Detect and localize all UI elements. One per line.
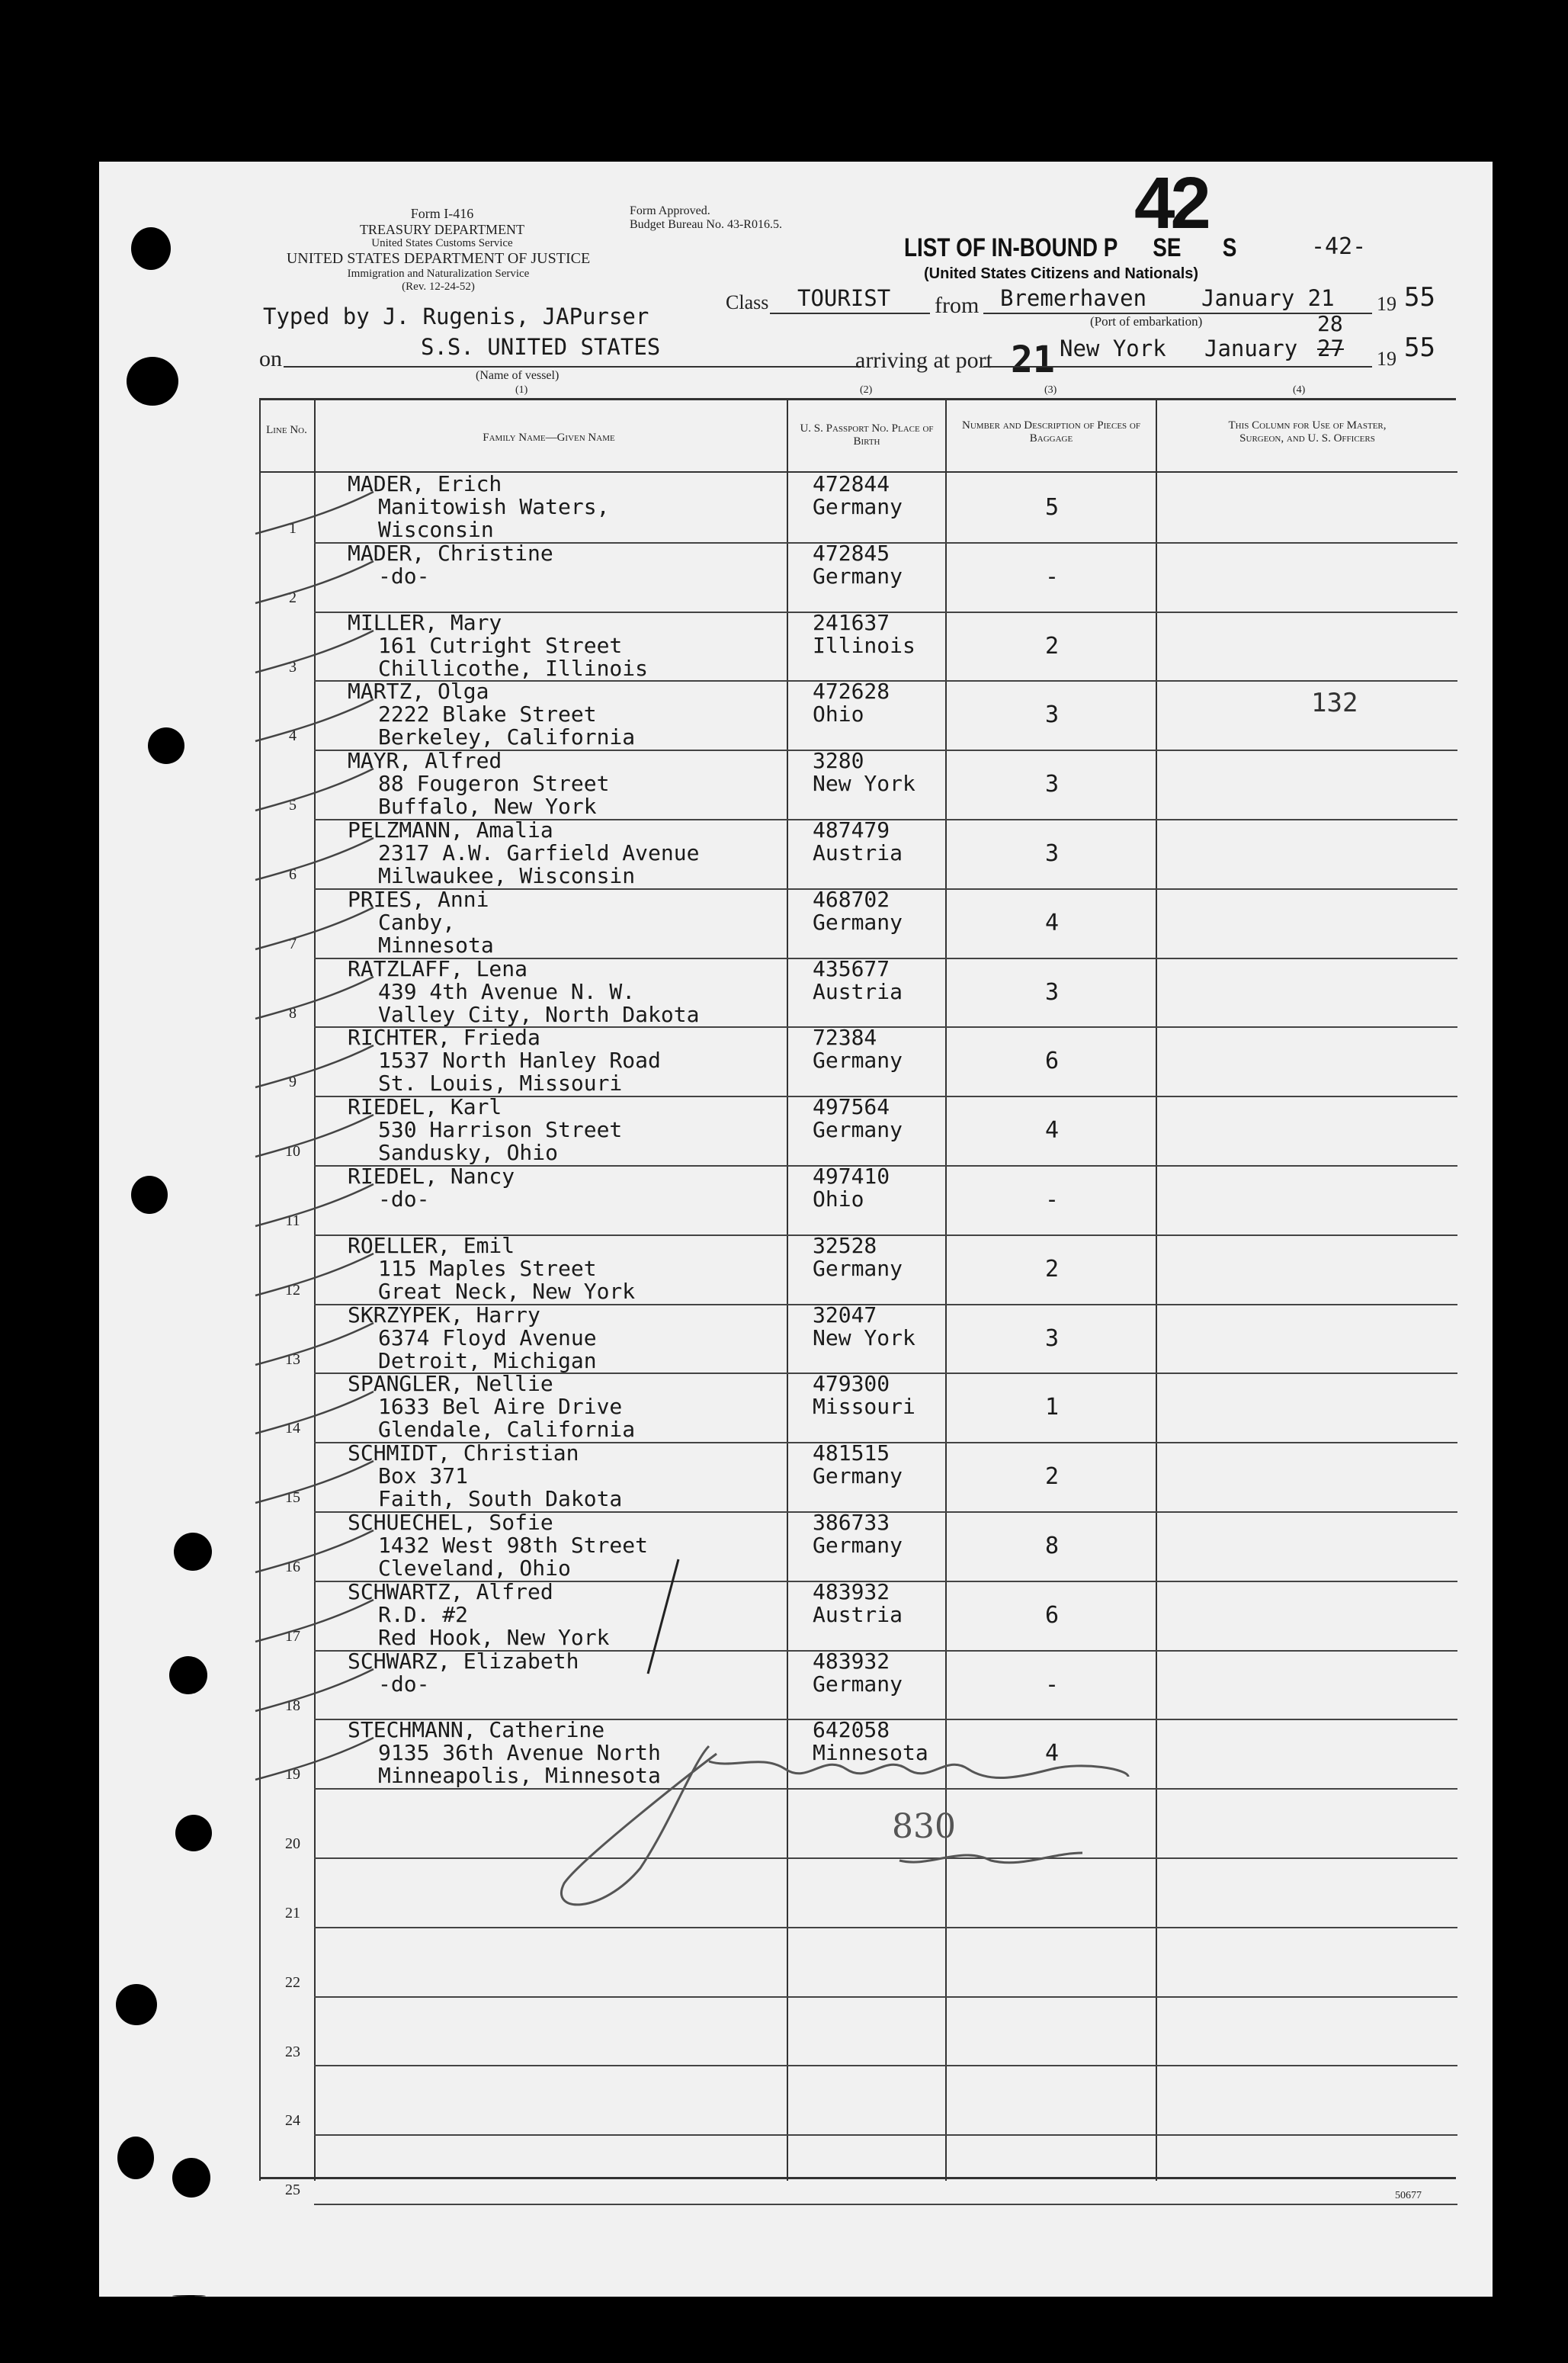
check-mark bbox=[252, 695, 381, 749]
passenger-address-line1: -do- bbox=[378, 1671, 430, 1697]
place-of-birth: Ohio bbox=[813, 1186, 864, 1212]
passenger-address-line2: Faith, South Dakota bbox=[378, 1486, 623, 1512]
column-divider bbox=[1156, 400, 1157, 2181]
check-mark bbox=[252, 627, 381, 680]
class-label: Class bbox=[726, 291, 769, 313]
passenger-address-line1: 439 4th Avenue N. W. bbox=[378, 978, 636, 1004]
place-of-birth: Germany bbox=[813, 1671, 903, 1697]
customs-service: United States Customs Service bbox=[371, 237, 513, 250]
passenger-name: SCHUECHEL, Sofie bbox=[348, 1510, 553, 1535]
baggage-count: 3 bbox=[1044, 978, 1060, 1006]
passport-number: 32047 bbox=[813, 1302, 877, 1328]
document-title: LIST OF IN-BOUND P SE S bbox=[904, 233, 1237, 262]
arrival-port: New York bbox=[1060, 336, 1166, 361]
line-number: 14 bbox=[285, 1420, 300, 1437]
place-of-birth: Germany bbox=[813, 909, 903, 935]
line-number: 6 bbox=[289, 866, 297, 883]
check-mark bbox=[252, 1665, 381, 1719]
baggage-count: 2 bbox=[1044, 632, 1060, 660]
row-rule bbox=[314, 2134, 1457, 2136]
departure-date: January 21 bbox=[1201, 285, 1335, 311]
port-of-embarkation: Bremerhaven bbox=[1000, 285, 1147, 311]
form-approved bbox=[630, 204, 805, 233]
place-of-birth: Minnesota bbox=[813, 1740, 928, 1766]
check-mark bbox=[252, 1250, 381, 1303]
line-number: 21 bbox=[285, 1905, 300, 1922]
punch-hole bbox=[172, 2295, 206, 2297]
year-prefix: 19 bbox=[1377, 293, 1396, 315]
place-of-birth: Germany bbox=[813, 1255, 903, 1281]
line-number: 4 bbox=[289, 727, 297, 745]
passenger-name: RIEDEL, Nancy bbox=[348, 1164, 515, 1189]
check-mark bbox=[252, 1596, 381, 1649]
line-number: 15 bbox=[285, 1489, 300, 1507]
line-number: 5 bbox=[289, 797, 297, 814]
line-number: 13 bbox=[285, 1350, 300, 1368]
line-number: 7 bbox=[289, 935, 297, 952]
line-number: 24 bbox=[285, 2112, 300, 2130]
passenger-address-line1: 6374 Floyd Avenue bbox=[378, 1324, 597, 1350]
passenger-address-line2: Detroit, Michigan bbox=[378, 1347, 597, 1373]
passenger-address-line1: 88 Fougeron Street bbox=[378, 771, 610, 797]
row-rule bbox=[314, 2065, 1457, 2066]
passenger-address-line2: Minneapolis, Minnesota bbox=[378, 1763, 661, 1789]
typed-by: Typed by J. Rugenis, JAPurser bbox=[263, 303, 649, 329]
baggage-count: 2 bbox=[1044, 1463, 1060, 1491]
column-4-caption: (4) bbox=[1293, 384, 1306, 396]
vessel-name: S.S. UNITED STATES bbox=[421, 334, 661, 360]
passenger-name: RATZLAFF, Lena bbox=[348, 955, 528, 981]
arrival-underline bbox=[983, 366, 1372, 368]
budget-bureau-text: Budget Bureau No. 43-R016.5. bbox=[630, 218, 782, 232]
form-number bbox=[328, 206, 556, 251]
department-of-justice: UNITED STATES DEPARTMENT OF JUSTICE bbox=[286, 250, 591, 267]
subtitle: (United States Citizens and Nationals) bbox=[924, 265, 1199, 282]
arrival-year: 55 bbox=[1404, 332, 1435, 363]
line-number: 19 bbox=[285, 1766, 300, 1783]
passenger-address-line2: Milwaukee, Wisconsin bbox=[378, 863, 636, 888]
check-mark bbox=[252, 1457, 381, 1511]
passport-number: 497410 bbox=[813, 1164, 890, 1189]
line-number: 20 bbox=[285, 1835, 300, 1853]
punch-hole bbox=[172, 2158, 210, 2198]
revision-date: (Rev. 12-24-52) bbox=[402, 281, 475, 294]
baggage-count: 2 bbox=[1044, 1255, 1060, 1283]
line-number: 25 bbox=[285, 2182, 300, 2199]
passenger-address-line1: 2317 A.W. Garfield Avenue bbox=[378, 840, 700, 865]
passenger-address-line1: Canby, bbox=[378, 909, 456, 935]
passport-number: 472628 bbox=[813, 679, 890, 705]
large-page-number: 42 bbox=[1134, 162, 1207, 244]
line-number: 23 bbox=[285, 2043, 300, 2060]
baggage-count: 3 bbox=[1044, 840, 1060, 867]
check-mark bbox=[252, 1527, 381, 1580]
passenger-address-line2: Chillicothe, Illinois bbox=[378, 655, 649, 681]
place-of-birth: Austria bbox=[813, 978, 903, 1004]
passenger-address-line1: 161 Cutright Street bbox=[378, 632, 623, 658]
passport-number: 386733 bbox=[813, 1510, 890, 1535]
baggage-count: - bbox=[1044, 1186, 1060, 1213]
check-mark bbox=[252, 488, 381, 541]
form-id: Form I-416 bbox=[410, 206, 474, 221]
line-number: 8 bbox=[289, 1004, 297, 1022]
passenger-name: RIEDEL, Karl bbox=[348, 1094, 502, 1120]
page-mark: -42- bbox=[1311, 233, 1367, 260]
passenger-name: RICHTER, Frieda bbox=[348, 1025, 540, 1051]
passenger-name: MILLER, Mary bbox=[348, 609, 502, 635]
passenger-address-line1: 530 Harrison Street bbox=[378, 1117, 623, 1143]
passenger-address-line1: 1633 Bel Aire Drive bbox=[378, 1394, 623, 1420]
footer-code: 50677 bbox=[1395, 2190, 1422, 2201]
place-of-birth: Germany bbox=[813, 1533, 903, 1558]
passenger-address-line2: Buffalo, New York bbox=[378, 794, 597, 820]
passenger-name: ROELLER, Emil bbox=[348, 1232, 515, 1258]
check-mark bbox=[252, 834, 381, 888]
immigration-service: Immigration and Naturalization Service bbox=[347, 268, 530, 280]
passport-number: 472844 bbox=[813, 471, 890, 496]
passport-number: 435677 bbox=[813, 955, 890, 981]
column-1-caption: (1) bbox=[515, 384, 528, 396]
passport-number: 483932 bbox=[813, 1648, 890, 1674]
passport-number: 468702 bbox=[813, 886, 890, 912]
passenger-name: MAYR, Alfred bbox=[348, 748, 502, 774]
passenger-address-line1: 115 Maples Street bbox=[378, 1255, 597, 1281]
port-caption: (Port of embarkation) bbox=[1090, 314, 1203, 329]
baggage-count: 4 bbox=[1044, 1740, 1060, 1767]
line-number: 10 bbox=[285, 1143, 300, 1161]
arrival-port-mark: 21 bbox=[1011, 339, 1055, 381]
passenger-address-line1: 1537 North Hanley Road bbox=[378, 1048, 661, 1074]
passenger-address-line2: Wisconsin bbox=[378, 517, 494, 542]
line-number: 11 bbox=[285, 1212, 300, 1229]
column-2-caption: (2) bbox=[860, 384, 873, 396]
passenger-name: MADER, Erich bbox=[348, 471, 502, 496]
passenger-address-line2: Minnesota bbox=[378, 932, 494, 958]
class-underline bbox=[770, 313, 930, 314]
passenger-name: SCHWARZ, Elizabeth bbox=[348, 1648, 579, 1674]
line-number: 22 bbox=[285, 1973, 300, 1991]
baggage-count: 4 bbox=[1044, 1117, 1060, 1145]
arrival-year-prefix: 19 bbox=[1377, 348, 1396, 370]
check-mark bbox=[252, 1180, 381, 1234]
passport-number: 483932 bbox=[813, 1578, 890, 1604]
header-name: Family Name—Given Name bbox=[483, 432, 615, 444]
approved-text: Form Approved. bbox=[630, 204, 710, 217]
passport-number: 241637 bbox=[813, 609, 890, 635]
punch-hole bbox=[148, 727, 184, 764]
passenger-address-line2: Sandusky, Ohio bbox=[378, 1140, 559, 1166]
passenger-address-line2: Red Hook, New York bbox=[378, 1624, 610, 1650]
line-number: 2 bbox=[289, 589, 297, 606]
place-of-birth: Germany bbox=[813, 1463, 903, 1489]
column-3-caption: (3) bbox=[1044, 384, 1057, 396]
row-rule bbox=[314, 2204, 1457, 2205]
svg-text:830: 830 bbox=[892, 1807, 956, 1846]
line-number: 1 bbox=[289, 520, 297, 537]
passenger-address-line2: St. Louis, Missouri bbox=[378, 1071, 623, 1096]
header-baggage: Number and Description of Pieces of Baggage bbox=[962, 419, 1140, 445]
arriving-label: arriving at port bbox=[855, 348, 992, 373]
passenger-address-line1: Box 371 bbox=[378, 1463, 469, 1489]
passenger-name: SKRZYPEK, Harry bbox=[348, 1302, 540, 1328]
place-of-birth: Germany bbox=[813, 563, 903, 589]
line-number: 3 bbox=[289, 658, 297, 676]
baggage-count: 6 bbox=[1044, 1601, 1060, 1629]
check-mark bbox=[252, 1042, 381, 1095]
place-of-birth: New York bbox=[813, 771, 915, 797]
passport-number: 32528 bbox=[813, 1232, 877, 1258]
baggage-count: 8 bbox=[1044, 1533, 1060, 1559]
check-mark bbox=[252, 904, 381, 957]
passenger-address-line1: 1432 West 98th Street bbox=[378, 1533, 649, 1558]
handwritten-stroke bbox=[640, 1556, 686, 1678]
place-of-birth: Ohio bbox=[813, 702, 864, 727]
place-of-birth: Austria bbox=[813, 1601, 903, 1627]
line-number: 12 bbox=[285, 1281, 300, 1299]
passport-number: 472845 bbox=[813, 540, 890, 566]
passenger-name: MADER, Christine bbox=[348, 540, 553, 566]
passport-number: 3280 bbox=[813, 748, 864, 774]
passenger-address-line1: Manitowish Waters, bbox=[378, 494, 610, 519]
check-mark bbox=[252, 973, 381, 1026]
place-of-birth: Germany bbox=[813, 494, 903, 519]
punch-hole bbox=[174, 1533, 212, 1571]
line-number: 17 bbox=[285, 1627, 300, 1645]
department-block bbox=[252, 250, 625, 294]
baggage-count: 3 bbox=[1044, 771, 1060, 798]
baggage-count: 6 bbox=[1044, 1048, 1060, 1075]
departure-year: 55 bbox=[1404, 282, 1435, 313]
passenger-name: STECHMANN, Catherine bbox=[348, 1717, 605, 1743]
punch-hole bbox=[117, 2137, 154, 2179]
treasury-department: TREASURY DEPARTMENT bbox=[359, 221, 525, 237]
punch-hole bbox=[127, 357, 178, 406]
place-of-birth: Germany bbox=[813, 1117, 903, 1143]
punch-hole bbox=[175, 1815, 212, 1851]
passenger-address-line2: Cleveland, Ohio bbox=[378, 1556, 571, 1581]
check-mark bbox=[252, 1319, 381, 1373]
place-of-birth: Missouri bbox=[813, 1394, 915, 1420]
passport-number: 481515 bbox=[813, 1440, 890, 1466]
baggage-count: 1 bbox=[1044, 1394, 1060, 1421]
passenger-name: PELZMANN, Amalia bbox=[348, 817, 553, 843]
punch-hole bbox=[169, 1656, 207, 1694]
passenger-address-line2: Great Neck, New York bbox=[378, 1278, 636, 1304]
header-officers: This Column for Use of Master, Surgeon, and U. S. Officers bbox=[1228, 419, 1387, 445]
header-passport: U. S. Passport No. Place of Birth bbox=[800, 422, 934, 448]
punch-hole bbox=[116, 1984, 157, 2025]
passenger-address-line1: 9135 36th Avenue North bbox=[378, 1740, 661, 1766]
check-mark bbox=[252, 1388, 381, 1441]
officer-annotation: 132 bbox=[1311, 688, 1358, 718]
handwritten-signature bbox=[534, 1731, 1143, 1929]
passenger-name: SCHMIDT, Christian bbox=[348, 1440, 579, 1466]
passenger-name: SPANGLER, Nellie bbox=[348, 1371, 553, 1397]
arrival-month: January bbox=[1204, 336, 1298, 361]
vessel-underline bbox=[284, 366, 861, 368]
passenger-name: SCHWARTZ, Alfred bbox=[348, 1578, 553, 1604]
from-label: from bbox=[935, 293, 980, 318]
passport-number: 497564 bbox=[813, 1094, 890, 1120]
passenger-address-line2: Valley City, North Dakota bbox=[378, 1001, 700, 1027]
place-of-birth: New York bbox=[813, 1324, 915, 1350]
place-of-birth: Germany bbox=[813, 1048, 903, 1074]
passport-number: 479300 bbox=[813, 1371, 890, 1397]
baggage-count: 3 bbox=[1044, 1324, 1060, 1352]
passenger-name: MARTZ, Olga bbox=[348, 679, 489, 705]
row-rule bbox=[314, 1996, 1457, 1998]
line-number: 18 bbox=[285, 1697, 300, 1714]
arrival-day-struck: 27 bbox=[1317, 336, 1344, 361]
passport-number: 487479 bbox=[813, 817, 890, 843]
passport-number: 642058 bbox=[813, 1717, 890, 1743]
line-number: 16 bbox=[285, 1559, 300, 1575]
passenger-address-line2: Glendale, California bbox=[378, 1417, 636, 1443]
passenger-name: PRIES, Anni bbox=[348, 886, 489, 912]
check-mark bbox=[252, 1111, 381, 1164]
punch-hole bbox=[131, 1176, 168, 1214]
place-of-birth: Austria bbox=[813, 840, 903, 865]
baggage-count: 3 bbox=[1044, 702, 1060, 729]
passport-number: 72384 bbox=[813, 1025, 877, 1051]
on-label: on bbox=[259, 346, 282, 371]
passenger-address-line1: R.D. #2 bbox=[378, 1601, 469, 1627]
baggage-count: - bbox=[1044, 1671, 1060, 1698]
vessel-caption: (Name of vessel) bbox=[476, 369, 560, 382]
passenger-address-line1: 2222 Blake Street bbox=[378, 702, 597, 727]
class-value: TOURIST bbox=[797, 285, 891, 311]
place-of-birth: Illinois bbox=[813, 632, 915, 658]
baggage-count: 5 bbox=[1044, 494, 1060, 521]
arrival-day-corrected: 28 bbox=[1317, 311, 1343, 336]
punch-hole bbox=[131, 227, 171, 270]
check-mark bbox=[252, 1734, 381, 1787]
baggage-count: 4 bbox=[1044, 909, 1060, 936]
header-line-no: Line No. bbox=[266, 424, 307, 436]
passenger-address-line1: -do- bbox=[378, 1186, 430, 1212]
baggage-count: - bbox=[1044, 563, 1060, 590]
passenger-address-line1: -do- bbox=[378, 563, 430, 589]
check-mark bbox=[252, 765, 381, 818]
passenger-address-line2: Berkeley, California bbox=[378, 724, 636, 750]
line-number: 9 bbox=[289, 1074, 297, 1091]
check-mark bbox=[252, 557, 381, 611]
